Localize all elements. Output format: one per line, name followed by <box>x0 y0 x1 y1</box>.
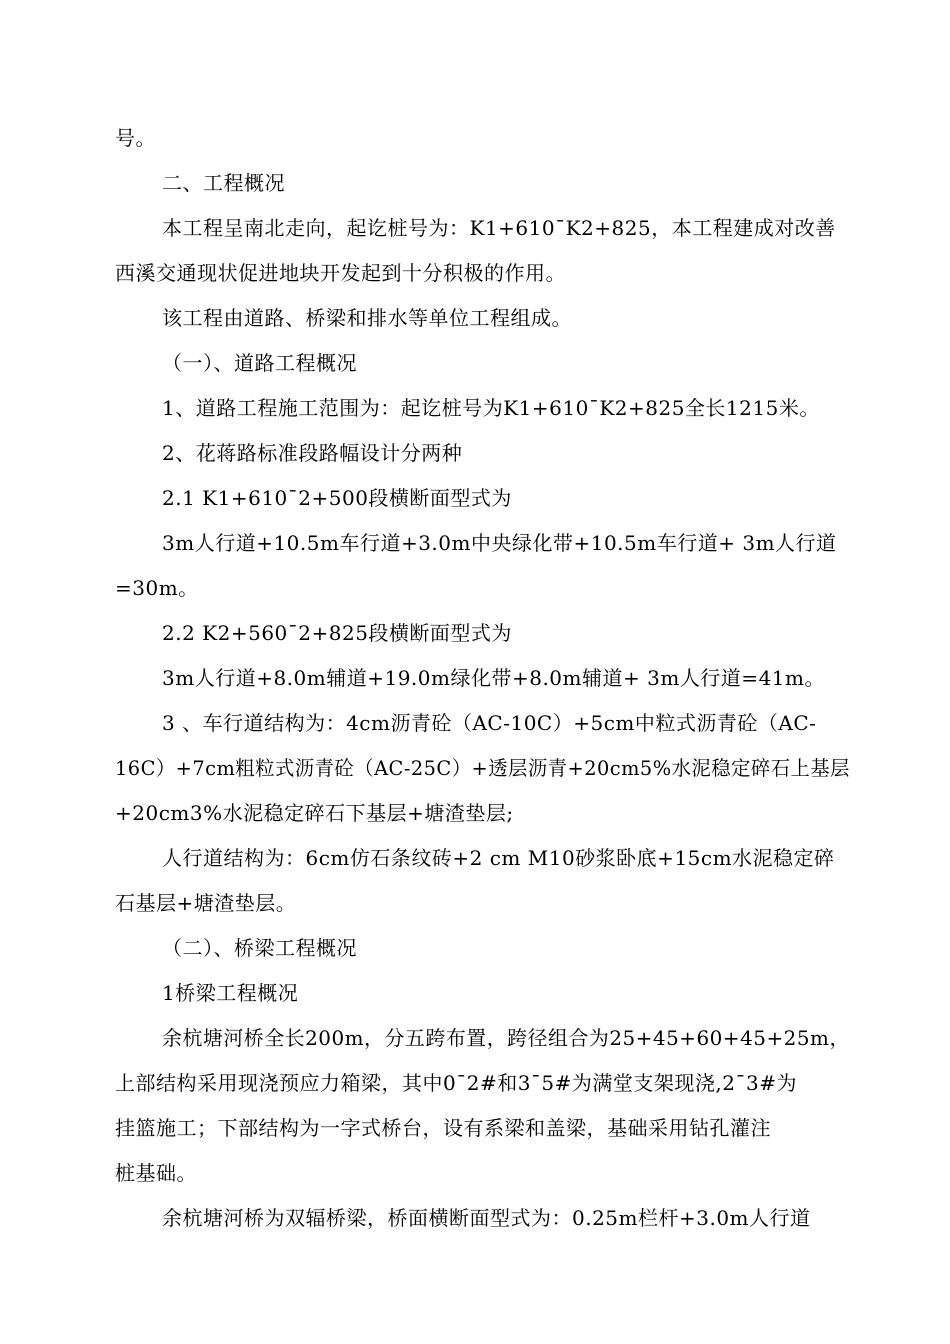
text-line: 2.1 K1+610¯2+500段横断面型式为 <box>162 486 512 510</box>
text-line: 16C）+7cm粗粒式沥青砼（AC-25C）+透层沥青+20cm5%水泥稳定碎石上基层 <box>115 756 851 780</box>
section-heading: 二、工程概况 <box>162 171 285 195</box>
text-line: 余杭塘河桥全长200m，分五跨布置，跨径组合为25+45+60+45+25m， <box>162 1026 850 1050</box>
subsection-heading: （二）、桥梁工程概况 <box>162 936 357 960</box>
subsection-heading: （一）、道路工程概况 <box>162 351 357 375</box>
text-line: 1桥梁工程概况 <box>162 981 299 1005</box>
text-line: 3 、车行道结构为：4cm沥青砼（AC-10C）+5cm中粒式沥青砼（AC- <box>162 711 817 735</box>
text-line: +20cm3%水泥稳定碎石下基层+塘渣垫层; <box>115 801 514 825</box>
text-line: 西溪交通现状促进地块开发起到十分积极的作用。 <box>115 261 566 285</box>
text-line: 石基层+塘渣垫层。 <box>115 891 297 915</box>
text-line: 3m人行道+8.0m辅道+19.0m绿化带+8.0m辅道+ 3m人行道=41m。 <box>162 666 825 690</box>
text-line: 本工程呈南北走向，起讫桩号为：K1+610¯K2+825，本工程建成对改善 <box>162 216 836 240</box>
text-line: 桩基础。 <box>115 1161 197 1185</box>
text-line: 该工程由道路、桥梁和排水等单位工程组成。 <box>162 306 572 330</box>
text-line: 1、道路工程施工范围为：起讫桩号为K1+610¯K2+825全长1215米。 <box>162 396 820 420</box>
text-line: 人行道结构为：6cm仿石条纹砖+2 cm M10砂浆卧底+15cm水泥稳定碎 <box>162 846 835 870</box>
text-line: 号。 <box>115 126 156 150</box>
text-line: 余杭塘河桥为双辐桥梁，桥面横断面型式为：0.25m栏杆+3.0m人行道 <box>162 1206 811 1230</box>
text-line: 2、花蒋路标准段路幅设计分两种 <box>162 441 463 465</box>
text-line: 3m人行道+10.5m车行道+3.0m中央绿化带+10.5m车行道+ 3m人行道 <box>162 531 837 555</box>
text-line: =30m。 <box>115 576 199 600</box>
text-line: 2.2 K2+560¯2+825段横断面型式为 <box>162 621 512 645</box>
text-line: 挂篮施工；下部结构为一字式桥台，设有系梁和盖梁，基础采用钻孔灌注 <box>115 1116 771 1140</box>
text-line: 上部结构采用现浇预应力箱梁，其中0¯2#和3¯5#为满堂支架现浇,2¯3#为 <box>115 1071 797 1095</box>
